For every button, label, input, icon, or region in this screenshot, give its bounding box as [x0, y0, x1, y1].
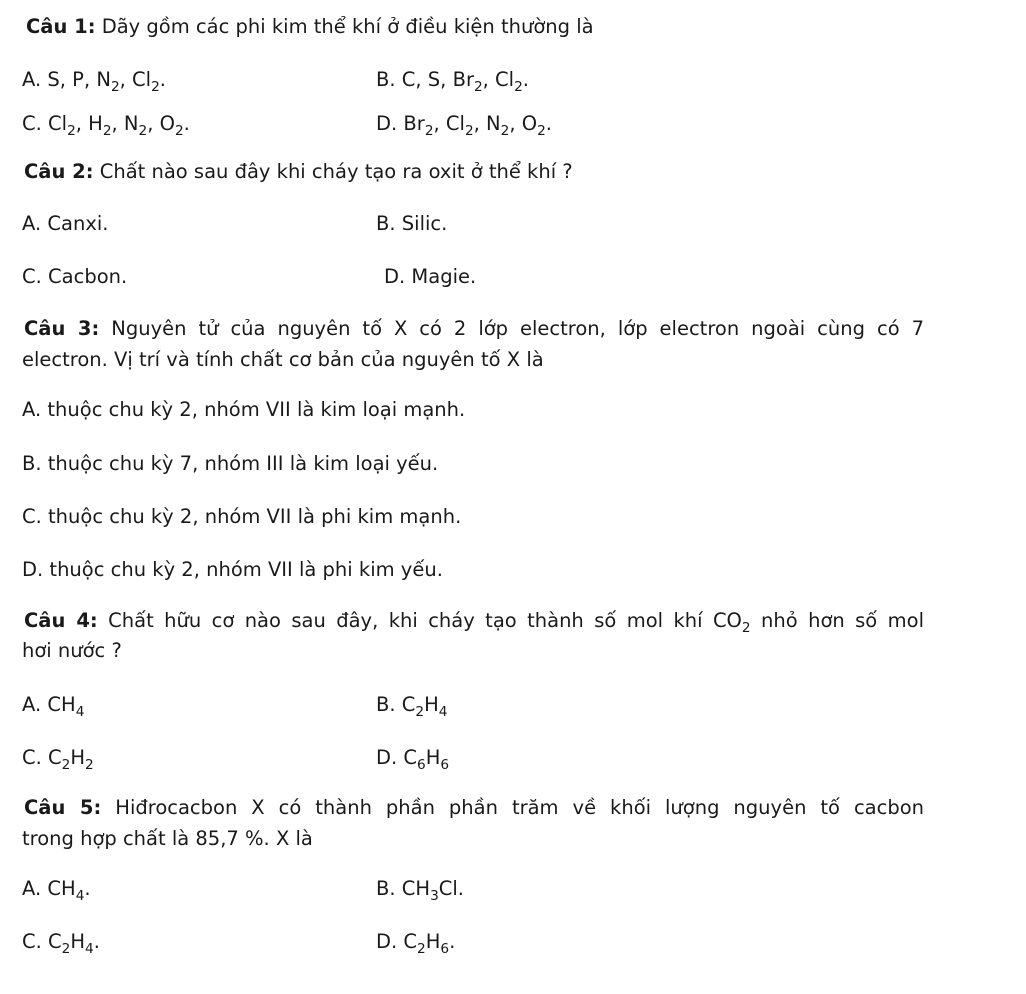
- option-b: [376, 67, 529, 93]
- option-text: Canxi.: [47, 212, 109, 235]
- option-letter: B.: [376, 693, 396, 716]
- option-text: $CH_4$: [47, 693, 85, 720]
- question-text: Chất hữu cơ nào sau đây, khi cháy tạo thành số mol khí $CO_2$ nhỏ hơn số mol: [108, 609, 924, 636]
- option-b: [376, 876, 464, 902]
- option-a: [22, 876, 91, 902]
- option-d: [22, 557, 443, 583]
- option-c: [22, 504, 461, 530]
- option-text: $CH_3Cl$.: [401, 877, 464, 904]
- option-text: $Br_2$, $Cl_2$, $N_2$, $O_2$.: [403, 112, 552, 139]
- question-text: Dãy gồm các phi kim thể khí ở điều kiện thường là: [101, 15, 594, 38]
- question-4-stem-line2: [22, 638, 122, 664]
- option-c: [22, 264, 127, 290]
- option-d: [384, 264, 476, 290]
- option-text: $CH_4$.: [47, 877, 91, 904]
- option-letter: D.: [376, 746, 398, 769]
- option-letter: C.: [22, 265, 42, 288]
- option-letter: C.: [22, 112, 42, 135]
- option-text: $C_2H_6$.: [403, 930, 456, 957]
- option-text: Magie.: [411, 265, 477, 288]
- option-letter: B.: [22, 452, 42, 475]
- question-5-stem-line2: [22, 826, 313, 852]
- option-d: [376, 929, 455, 955]
- option-letter: A.: [22, 693, 42, 716]
- option-letter: D.: [376, 930, 398, 953]
- option-a: [22, 211, 109, 237]
- option-text: $Cl_2$, $H_2$, $N_2$, $O_2$.: [48, 112, 190, 139]
- option-text: $C_2H_4$.: [48, 930, 100, 957]
- question-3-stem-line2: [22, 347, 544, 373]
- option-text: $C_6H_6$: [403, 746, 450, 773]
- question-label: Câu 2:: [24, 160, 94, 183]
- option-text: Silic.: [401, 212, 448, 235]
- option-text: thuộc chu kỳ 2, nhóm VII là phi kim yếu.: [49, 558, 443, 581]
- option-text: $C_2H_4$: [401, 693, 448, 720]
- option-b: [376, 211, 447, 237]
- question-text: trong hợp chất là 85,7 %. X là: [22, 827, 313, 850]
- question-text: Chất nào sau đây khi cháy tạo ra oxit ở thể khí ?: [99, 160, 573, 183]
- option-letter: A.: [22, 398, 42, 421]
- option-letter: D.: [384, 265, 406, 288]
- option-letter: C.: [22, 930, 42, 953]
- option-b: [376, 692, 447, 718]
- option-text: thuộc chu kỳ 2, nhóm VII là kim loại mạnh.: [47, 398, 466, 421]
- question-label: Câu 4:: [24, 609, 98, 632]
- option-d: [376, 111, 552, 137]
- question-text: Hiđrocacbon X có thành phần phần trăm về khối lượng nguyên tố cacbon: [115, 796, 925, 819]
- question-text: hơi nước ?: [22, 639, 122, 662]
- option-letter: A.: [22, 68, 42, 91]
- option-text: $C_2H_2$: [48, 746, 94, 773]
- option-letter: A.: [22, 877, 42, 900]
- question-text: Nguyên tử của nguyên tố X có 2 lớp electron, lớp electron ngoài cùng có 7: [111, 317, 925, 340]
- option-c: [22, 111, 190, 137]
- option-c: [22, 929, 100, 955]
- option-letter: A.: [22, 212, 42, 235]
- question-1-stem: [26, 14, 594, 40]
- question-text: electron. Vị trí và tính chất cơ bản của nguyên tố X là: [22, 348, 544, 371]
- question-label: Câu 3:: [24, 317, 100, 340]
- option-text: thuộc chu kỳ 7, nhóm III là kim loại yếu.: [47, 452, 439, 475]
- option-text: S, P, $N_2$, $Cl_2$.: [47, 68, 166, 95]
- option-a: [22, 692, 84, 718]
- option-letter: C.: [22, 505, 42, 528]
- option-d: [376, 745, 449, 771]
- option-text: thuộc chu kỳ 2, nhóm VII là phi kim mạnh.: [48, 505, 462, 528]
- question-3-stem-line1: [24, 316, 924, 342]
- question-label: Câu 1:: [26, 15, 96, 38]
- option-letter: D.: [376, 112, 398, 135]
- question-5-stem-line1: [24, 795, 924, 821]
- question-label: Câu 5:: [24, 796, 102, 819]
- option-b: [22, 451, 438, 477]
- option-letter: B.: [376, 212, 396, 235]
- option-letter: B.: [376, 68, 396, 91]
- question-4-stem-line1: [24, 608, 924, 634]
- option-a: [22, 397, 465, 423]
- option-letter: D.: [22, 558, 44, 581]
- option-letter: B.: [376, 877, 396, 900]
- option-letter: C.: [22, 746, 42, 769]
- question-2-stem: [24, 159, 573, 185]
- option-text: Cacbon.: [48, 265, 128, 288]
- option-c: [22, 745, 94, 771]
- option-a: [22, 67, 166, 93]
- option-text: C, S, $Br_2$, $Cl_2$.: [401, 68, 529, 95]
